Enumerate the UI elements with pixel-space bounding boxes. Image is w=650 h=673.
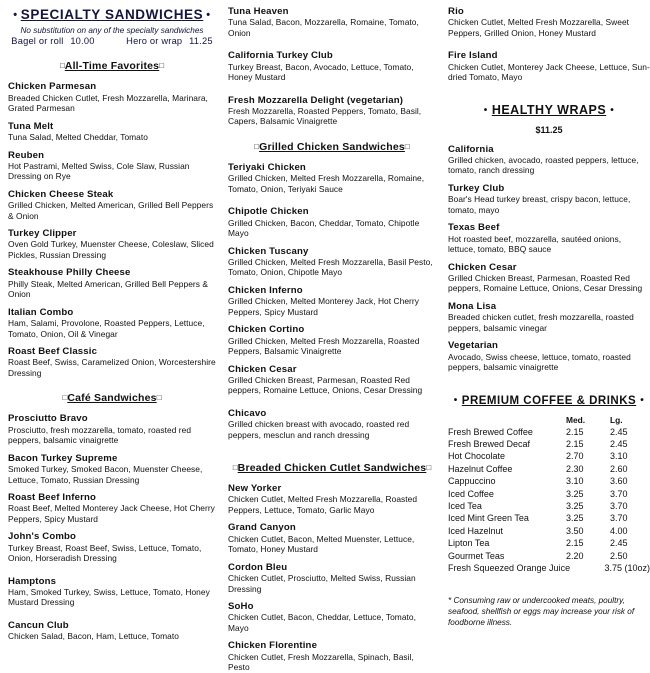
menu-item-name: California Turkey Club [228,50,333,62]
drink-price-lg: 4.00 [610,525,628,536]
menu-item-name: Vegetarian [448,340,499,352]
menu-item-description: Chicken Salad, Bacon, Ham, Lettuce, Tomato [8,631,179,642]
menu-item-name: Chicken Cesar [228,363,297,375]
drinks-header-item [448,415,566,425]
menu-item-description: Prosciutto, fresh mozzarella, tomato, roasted red peppers, balsamic vinaigrette [8,424,192,446]
menu-item[interactable] [448,144,650,176]
menu-item-name: Roast Beef Classic [8,346,98,358]
menu-item[interactable] [8,576,216,608]
menu-item[interactable] [228,95,436,127]
page-title [10,7,213,22]
menu-item-description: Philly Steak, Melted American, Grilled Bell Peppers & Onion [8,278,209,300]
menu-item-description: Grilled Chicken, Melted Fresh Mozzarella, Basil Pesto, Tomato, Onion, Chipotle Mayo [228,256,433,278]
menu-item-name: Roast Beef Inferno [8,492,96,504]
menu-item-description: Chicken Cutlet, Fresh Mozzarella, Spinach, Basil, Pesto [228,651,414,673]
drink-price-med: 3.75 (10oz) [604,562,650,573]
menu-item-name: Chicken Florentine [228,640,318,652]
table-row[interactable] [448,426,650,438]
menu-item-description: Avocado, Swiss cheese, lettuce, tomato, roasted peppers, balsamic vinaigrette [448,351,631,372]
menu-item-description: Oven Gold Turkey, Muenster Cheese, Coleslaw, Sliced Pickles, Russian Dressing [8,239,214,260]
section-heading-premium-drinks [448,395,650,407]
menu-item[interactable] [8,189,216,221]
price-label-hero: Hero or wrap [126,36,183,47]
section-mark-icon: □ [426,463,432,473]
menu-item-description: Grilled Chicken, Melted American, Grilled Bell Peppers & Onion [8,200,214,221]
menu-item-description: Ham, Smoked Turkey, Swiss, Lettuce, Tomato, Honey Mustard Dressing [8,586,210,608]
menu-item-name: Chicken Cheese Steak [8,188,114,200]
bullet-dot-icon: • [453,394,458,406]
menu-item-description: Chicken Cutlet, Prosciutto, Melted Swiss, Russian Dressing [228,573,416,594]
menu-item[interactable] [228,50,436,82]
menu-item[interactable] [228,324,436,356]
drink-name: Iced Hazelnut [448,525,504,536]
section-heading-text: Grilled Chicken Sandwiches [259,140,405,153]
menu-item[interactable] [228,246,436,278]
menu-item-name: Chicavo [228,407,267,419]
menu-item[interactable] [228,483,436,515]
menu-item-name: Italian Combo [8,306,74,318]
menu-item[interactable] [228,206,436,238]
menu-item-description: Chicken Cutlet, Melted Fresh Mozzarella, Sweet Peppers, Grilled Onion, Honey Mustard [448,17,630,38]
drink-name: Fresh Brewed Coffee [448,426,533,437]
menu-item-name: Chicken Tuscany [228,245,309,257]
drink-name: Iced Coffee [448,488,494,499]
section-heading-healthy-wraps [448,103,650,117]
drink-price-med: 3.50 [566,525,584,536]
menu-item-description: Hot Pastrami, Melted Swiss, Cole Slaw, Russian Dressing on Rye [8,160,190,182]
drink-name: Iced Mint Green Tea [448,513,529,524]
menu-item-description: Hot roasted beef, mozzarella, sautéed onions, lettuce, tomato, BBQ sauce [448,233,622,255]
table-row[interactable] [448,512,650,524]
menu-item-name: SoHo [228,601,254,613]
section-heading-text: Breaded Chicken Cutlet Sandwiches [237,462,427,475]
table-row[interactable] [448,537,650,549]
column-right [444,2,650,627]
drinks-header-med: Med. [566,414,586,425]
drink-name: Fresh Brewed Decaf [448,438,531,449]
menu-item-name: Fire Island [448,50,498,62]
drink-price-med: 2.15 [566,426,584,437]
menu-item[interactable] [448,222,650,254]
section-mark-icon: □ [232,463,238,473]
menu-item[interactable] [448,183,650,215]
section-mark-icon: □ [59,61,65,71]
section-mark-icon: □ [156,393,162,403]
drink-price-lg: 3.70 [610,513,628,524]
menu-item[interactable] [448,50,650,82]
drinks-price-table [448,415,650,575]
menu-item[interactable] [8,453,216,485]
drink-price-med: 3.10 [566,476,584,487]
table-row[interactable] [448,550,650,562]
menu-item-name: Mona Lisa [448,300,497,312]
menu-item-description: Chicken Cutlet, Melted Fresh Mozzarella, Roasted Peppers, Lettuce, Tomato, Garlic Mayo [228,494,418,515]
table-row[interactable] [448,488,650,500]
menu-item[interactable] [8,492,216,524]
masthead [8,6,216,46]
drink-price-med: 3.25 [566,500,584,511]
base-prices [8,36,216,46]
food-safety-disclaimer: * Consuming raw or undercooked meats, poultry, seafood, shellfish or eggs may increase your risk of foodborne illness. [448,596,635,627]
drink-price-lg: 2.45 [610,426,628,437]
menu-item-description: Grilled Chicken, Melted Fresh Mozzarella, Romaine, Tomato, Onion, Teriyaki Sauce [228,173,425,194]
menu-item-name: John's Combo [8,531,77,543]
drink-price-lg: 2.50 [610,550,628,561]
menu-item-description: Chicken Cutlet, Monterey Jack Cheese, Lettuce, Sun-dried Tomato, Mayo [448,61,650,83]
drink-price-med: 2.15 [566,538,584,549]
menu-item-description: Turkey Breast, Roast Beef, Swiss, Lettuce, Tomato, Onion, Horseradish Dressing [8,542,202,564]
menu-item-name: Teriyaki Chicken [228,161,306,173]
drink-price-lg: 2.45 [610,438,628,449]
menu-item[interactable] [228,562,436,594]
section-heading-cafe-sandwiches [8,392,216,404]
menu-item[interactable] [228,601,436,633]
menu-item-name: Chicken Cesar [448,261,517,273]
menu-item-description: Boar's Head turkey breast, crispy bacon, lettuce, tomato, mayo [448,194,631,215]
menu-item[interactable] [448,340,650,372]
menu-item[interactable] [8,413,216,445]
drink-name: Hazelnut Coffee [448,463,513,474]
drink-name: Cappuccino [448,476,496,487]
bullet-dot-icon: • [483,104,488,116]
section-mark-icon: □ [62,393,68,403]
table-row[interactable] [448,500,650,512]
menu-item[interactable] [8,531,216,563]
menu-item-description: Chicken Cutlet, Bacon, Melted Muenster, Lettuce, Tomato, Honey Mustard [228,533,415,555]
section-mark-icon: □ [159,61,165,71]
drink-price-lg: 3.70 [610,500,628,511]
menu-item-name: Prosciutto Bravo [8,413,88,425]
no-substitution-note: No substitution on any of the specialty sandwiches [20,26,204,35]
menu-item-name: Grand Canyon [228,522,296,534]
table-row[interactable] [448,450,650,462]
section-mark-icon: □ [254,141,260,151]
menu-item-description: Grilled Chicken, Melted Fresh Mozzarella, Roasted Peppers, Balsamic Vinaigrette [228,335,420,356]
menu-item-description: Roast Beef, Melted Monterey Jack Cheese, Hot Cherry Peppers, Spicy Mustard [8,503,215,524]
menu-item[interactable] [8,228,216,260]
menu-item-description: Tuna Salad, Bacon, Mozzarella, Romaine, Tomato, Onion [228,17,419,38]
drink-price-lg: 2.45 [610,538,628,549]
table-row[interactable] [448,562,650,574]
menu-item-name: Bacon Turkey Supreme [8,452,118,464]
bullet-dot-icon: • [640,394,645,406]
menu-item-description: Grilled Chicken Breast, Parmesan, Roasted Red peppers, Romaine Lettuce, Onions, Cesar Dressing [448,272,643,294]
menu-item-name: Steakhouse Philly Cheese [8,267,131,279]
menu-item[interactable] [448,6,650,38]
menu-item[interactable] [8,620,216,642]
menu-item[interactable] [228,285,436,317]
menu-item-description: Breaded chicken cutlet, fresh mozzarella, roasted peppers, balsamic vinegar [448,312,634,333]
drink-price-med: 3.25 [566,513,584,524]
item-list-cafe-sandwiches-mid [228,6,436,127]
drink-price-lg: 3.10 [610,451,628,462]
price-value-hero: 11.25 [189,36,213,47]
menu-item-name: Tuna Heaven [228,6,289,17]
menu-item-description: Grilled chicken, avocado, roasted peppers, lettuce, tomato, ranch dressing [448,154,639,176]
menu-item-name: Chicken Inferno [228,284,303,296]
item-list-all-time-favorites [8,81,216,378]
menu-item[interactable] [8,150,216,182]
section-heading-grilled-chicken [228,141,436,153]
drink-name: Hot Chocolate [448,451,506,462]
menu-item-description: Smoked Turkey, Smoked Bacon, Muenster Cheese, Lettuce, Tomato, Russian Dressing [8,464,203,485]
menu-item[interactable] [8,267,216,299]
item-list-breaded-cutlet-mid [228,483,436,673]
column-left [4,2,224,642]
column-middle [224,2,444,673]
menu-item[interactable] [8,346,216,378]
item-list-healthy-wraps [448,144,650,373]
menu-item-name: Fresh Mozzarella Delight (vegetarian) [228,94,404,106]
menu-item-name: Rio [448,6,464,17]
menu-item-name: Chicken Parmesan [8,81,97,93]
section-heading-text: Café Sandwiches [67,392,157,405]
menu-item[interactable] [228,6,436,38]
drink-price-med: 3.25 [566,488,584,499]
menu-item[interactable] [228,364,436,396]
menu-item-description: Grilled Chicken Breast, Parmesan, Roasted Red peppers, Romaine Lettuce, Onions, Cesar Dressing [228,374,423,396]
menu-item-name: Chicken Cortino [228,324,305,336]
section-heading-all-time-favorites [8,60,216,72]
drink-name: Lipton Tea [448,538,490,549]
drink-price-lg: 3.60 [610,476,628,487]
drink-name: Gourmet Teas [448,550,505,561]
drink-name: Iced Tea [448,500,482,511]
menu-item-description: Grilled Chicken, Melted Monterey Jack, Hot Cherry Peppers, Spicy Mustard [228,296,419,317]
menu-item[interactable] [448,301,650,333]
drink-price-med: 2.30 [566,463,584,474]
menu-item-description: Ham, Salami, Provolone, Roasted Peppers, Lettuce, Tomato, Onion, Oil & Vinegar [8,318,205,339]
drink-price-lg: 3.70 [610,488,628,499]
table-row[interactable] [448,463,650,475]
menu-item-name: California [448,143,494,155]
bullet-dot-icon: • [206,9,211,22]
menu-item-name: Chipotle Chicken [228,206,309,218]
menu-item-name: Cancun Club [8,619,69,631]
section-heading-text: PREMIUM COFFEE & DRINKS [461,394,637,407]
drink-price-lg: 2.60 [610,463,628,474]
price-value-bagel: 10.00 [70,36,95,47]
menu-item-description: Fresh Mozzarella, Roasted Peppers, Tomato, Basil, Capers, Balsamic Vinaigrette [228,105,422,127]
drink-price-med: 2.15 [566,438,584,449]
menu-item-description: Chicken Cutlet, Bacon, Cheddar, Lettuce, Tomato, Mayo [228,612,416,633]
table-row[interactable] [448,438,650,450]
table-row[interactable] [448,525,650,537]
menu-item-name: Texas Beef [448,222,500,234]
drinks-header-lg: Lg. [610,414,623,425]
section-heading-text: HEALTHY WRAPS [491,102,607,117]
menu-item[interactable] [228,522,436,554]
section-heading-text: All-Time Favorites [64,60,160,73]
menu-item-description: Tuna Salad, Melted Cheddar, Tomato [8,132,148,143]
bullet-dot-icon: • [13,9,18,22]
section-heading-breaded-cutlet [228,462,436,474]
section-mark-icon: □ [404,141,410,151]
menu-item[interactable] [228,640,436,672]
menu-item-name: New Yorker [228,483,282,495]
drink-name: Fresh Squeezed Orange Juice [448,562,571,573]
menu-item-name: Tuna Melt [8,120,54,132]
drink-price-med: 2.70 [566,451,584,462]
item-list-grilled-chicken [228,162,436,440]
drink-price-med: 2.20 [566,550,584,561]
menu-item-description: Grilled Chicken, Bacon, Cheddar, Tomato, Chipotle Mayo [228,217,420,239]
table-row[interactable] [448,475,650,487]
menu-item[interactable] [8,121,216,143]
item-list-breaded-cutlet-right [448,6,650,83]
menu-item-description: Turkey Breast, Bacon, Avocado, Lettuce, Tomato, Honey Mustard [228,61,414,83]
menu-item-name: Cordon Bleu [228,561,288,573]
drinks-table-header [448,415,650,425]
menu-item-description: Roast Beef, Swiss, Caramelized Onion, Worcestershire Dressing [8,357,216,378]
menu-item[interactable] [448,262,650,294]
menu-item-name: Reuben [8,149,45,161]
menu-item-description: Grilled chicken breast with avocado, roasted red peppers, mesclun and ranch dressing [228,419,410,440]
menu-item[interactable] [228,408,436,440]
menu-item-name: Turkey Club [448,182,505,194]
menu-item[interactable] [228,162,436,194]
menu-item-description: Breaded Chicken Cutlet, Fresh Mozzarella, Marinara, Grated Parmesan [8,92,208,114]
page-title-text: SPECIALTY SANDWICHES [20,7,204,22]
menu-item[interactable] [8,307,216,339]
menu-item[interactable] [8,81,216,113]
menu-item-name: Hamptons [8,575,57,587]
bullet-dot-icon: • [610,104,615,116]
healthy-wraps-price: $11.25 [535,124,563,135]
price-label-bagel: Bagel or roll [11,36,64,47]
menu-item-name: Turkey Clipper [8,228,77,240]
